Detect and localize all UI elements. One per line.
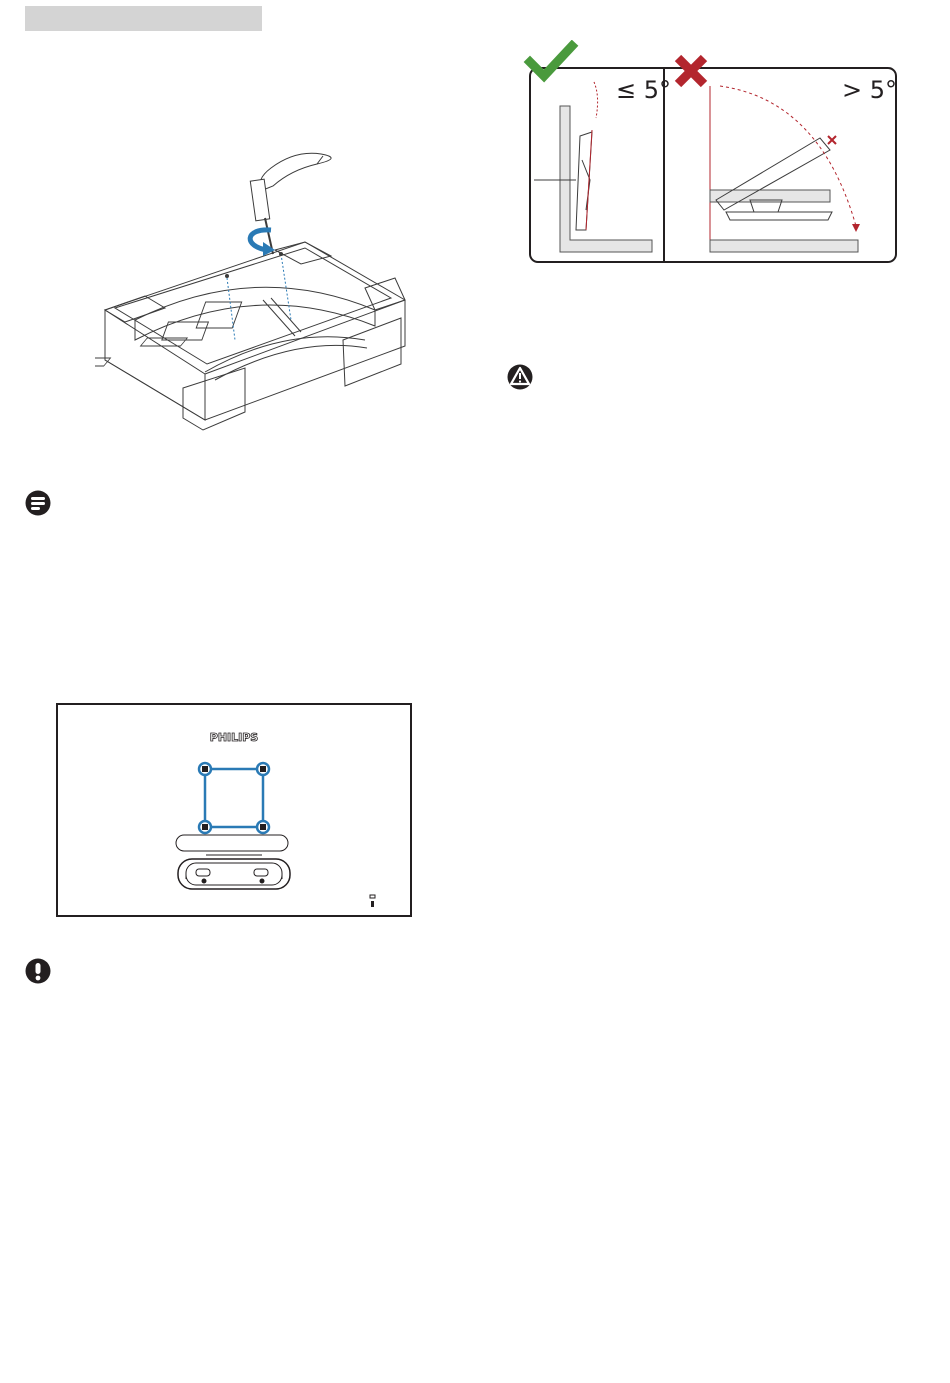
exclamation-icon	[25, 958, 51, 984]
tilt-not-allowed-label: > 5°	[842, 76, 898, 104]
warning-triangle-icon	[507, 364, 533, 390]
header-bar	[25, 6, 262, 31]
tilt-angle-diagram	[520, 40, 900, 268]
brand-logo-text: PHILIPS	[209, 731, 259, 744]
base-removal-illustration	[95, 150, 415, 460]
vesa-mount-diagram	[56, 703, 414, 919]
tilt-allowed-label: ≤ 5°	[616, 76, 672, 104]
note-icon	[25, 490, 51, 516]
